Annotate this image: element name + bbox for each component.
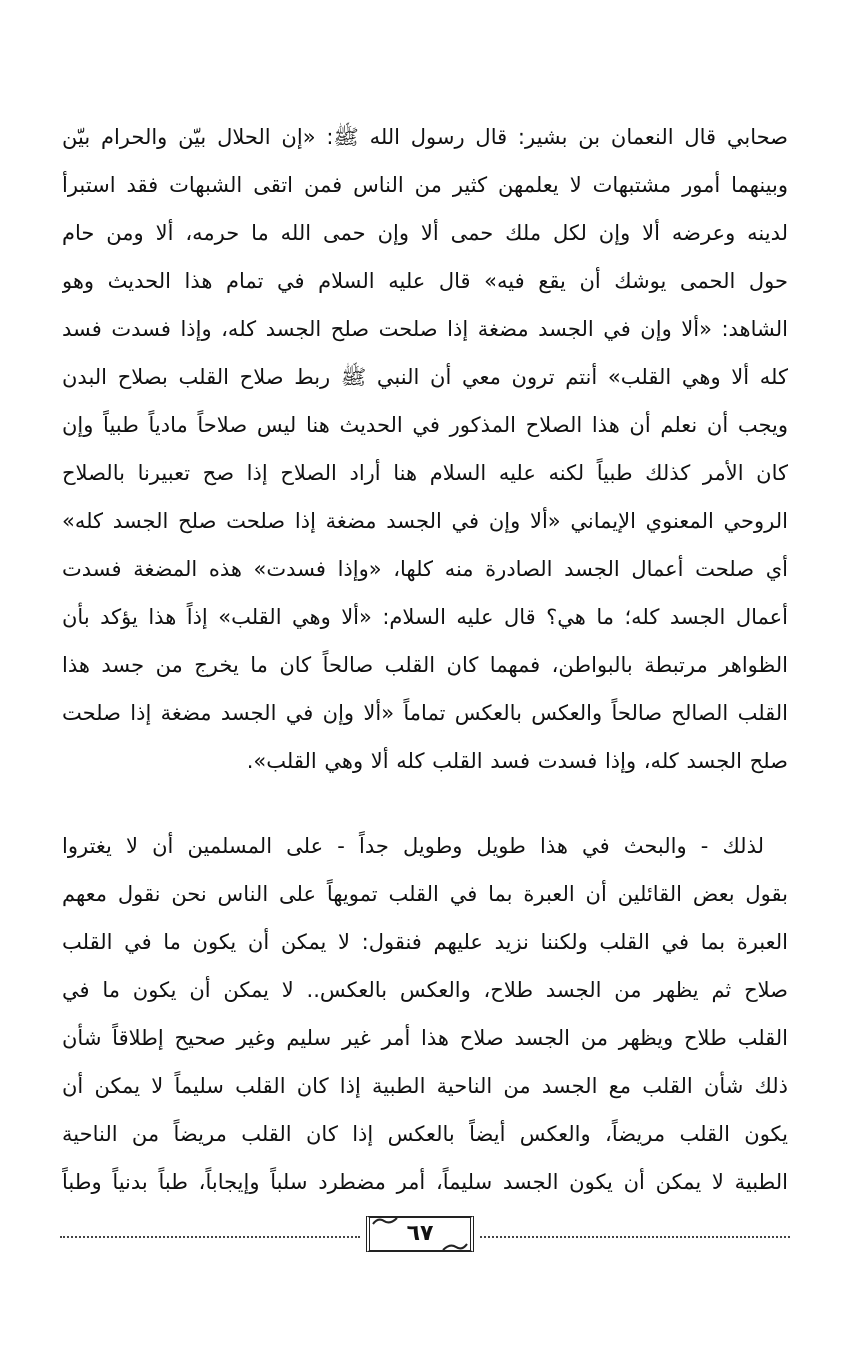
text-line: لدينه وعرضه ألا وإن لكل ملك حمى ألا وإن حمى الله ما حرمه، ألا ومن حام (62, 221, 788, 245)
text-line: صلاح ثم يظهر من الجسد طلاح، والعكس بالعكس.. لا يمكن أن يكون ما في (62, 978, 788, 1002)
ornament-icon (442, 1242, 468, 1252)
footer-dotted-rule-left (60, 1236, 360, 1238)
text-line: أعمال الجسد كله؛ ما هي؟ قال عليه السلام: «ألا وهي القلب» إذاً هذا يؤكد بأن (62, 605, 788, 629)
text-line: يكون القلب مريضاً، والعكس أيضاً بالعكس إذا كان القلب مريضاً من الناحية (62, 1122, 788, 1146)
text-line: ذلك شأن القلب مع الجسد من الناحية الطبية إذا كان القلب سليماً لا يمكن أن (62, 1074, 788, 1098)
text-line: وبينهما أمور مشتبهات لا يعلمهن كثير من الناس فمن اتقى الشبهات فقد استبرأ (62, 173, 788, 197)
text-line: الطبية لا يمكن أن يكون الجسد سليماً، أمر مضطرد سلباً وإيجاباً، طباً بدنياً وطباً (62, 1170, 788, 1194)
text-line: القلب طلاح ويظهر من الجسد صلاح هذا أمر غير سليم وغير صحيح إطلاقاً شأن (62, 1026, 788, 1050)
text-line: بقول بعض القائلين أن العبرة بما في القلب تمويهاً على الناس نحن نقول معهم (62, 882, 788, 906)
footer-dotted-rule-right (480, 1236, 790, 1238)
text-line: أي صلحت أعمال الجسد الصادرة منه كلها، «وإذا فسدت» هذه المضغة فسدت (62, 557, 788, 581)
text-line: الظواهر مرتبطة بالبواطن، فمهما كان القلب صالحاً كان ما يخرج من جسد هذا (62, 653, 788, 677)
text-line: حول الحمى يوشك أن يقع فيه» قال عليه السلام في تمام هذا الحديث وهو (62, 269, 788, 293)
page-footer (60, 1212, 790, 1260)
page-number-frame (366, 1216, 474, 1252)
text-line: العبرة بما في القلب ولكننا نزيد عليهم فنقول: لا يمكن أن يكون ما في القلب (62, 930, 788, 954)
text-line: ويجب أن نعلم أن هذا الصلاح المذكور في الحديث هنا ليس صلاحاً مادياً طبياً وإن (62, 413, 788, 437)
page-number: ٦٧ (406, 1221, 434, 1246)
paragraph-conclusion (62, 822, 788, 1206)
text-line: صحابي قال النعمان بن بشير: قال رسول الله ﷺ: «إن الحلال بيّن والحرام بيّن (62, 125, 788, 149)
ornament-icon (372, 1216, 398, 1226)
text-line: الشاهد: «ألا وإن في الجسد مضغة إذا صلحت صلح الجسد كله، وإذا فسدت فسد (62, 317, 788, 341)
text-line: الروحي المعنوي الإيماني «ألا وإن في الجسد مضغة إذا صلحت صلح الجسد كله» (62, 509, 788, 533)
text-line: لذلك - والبحث في هذا طويل وطويل جداً - على المسلمين أن لا يغتروا (62, 834, 764, 858)
paragraph-hadith-commentary (62, 113, 788, 785)
text-line: كله ألا وهي القلب» أنتم ترون معي أن النبي ﷺ ربط صلاح القلب بصلاح البدن (62, 365, 788, 389)
text-line: القلب الصالح صالحاً والعكس بالعكس تماماً «ألا وإن في الجسد مضغة إذا صلحت (62, 701, 788, 725)
text-line: كان الأمر كذلك طبياً لكنه عليه السلام هنا أراد الصلاح إذا صح تعبيرنا بالصلاح (62, 461, 788, 485)
text-line-last: صلح الجسد كله، وإذا فسدت فسد القلب كله ألا وهي القلب». (246, 749, 788, 773)
